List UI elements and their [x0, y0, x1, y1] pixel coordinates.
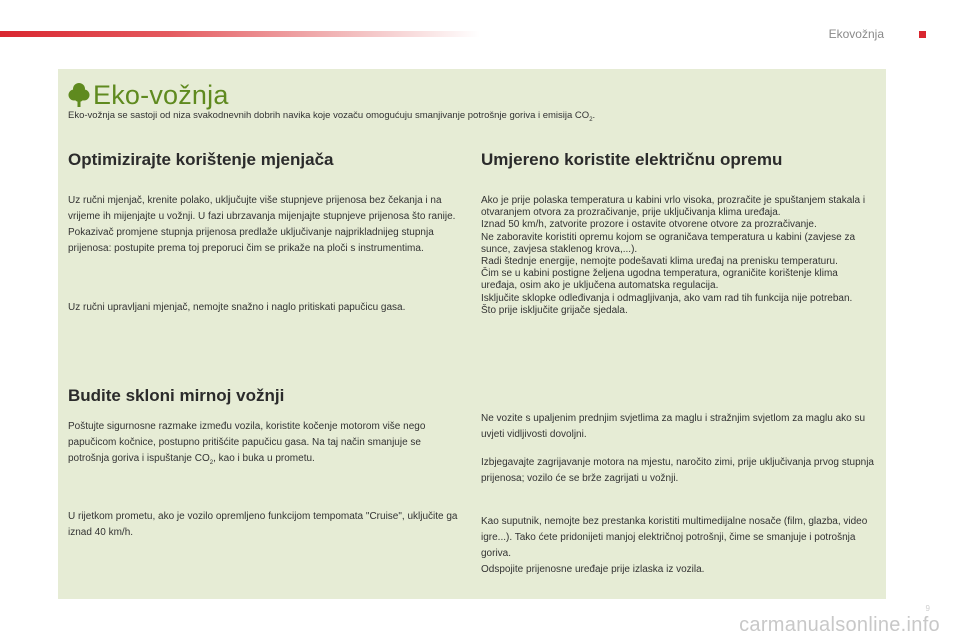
section-title-gearbox: Optimizirajte korištenje mjenjača — [68, 150, 334, 169]
page-number: 9 — [925, 604, 930, 613]
header-marker — [919, 31, 926, 38]
intro-text: Eko-vožnja se sastoji od niza svakodnevnih dobrih navika koje vozaču omogućuju smanjivanje potrošnje goriva i emisija $CO_2$. — [68, 110, 596, 123]
smooth-driving-paragraph-2: U rijetkom prometu, ako je vozilo opremljeno funkcijom tempomata "Cruise", uključite ga iznad 40 km/h. — [68, 511, 458, 538]
header-stripe — [0, 31, 480, 37]
electrical-paragraph-4: Kao suputnik, nemojte bez prestanka koristiti multimedijalne nosače (film, glazba, video igre...). Tako ćete pridonijeti manjoj električnoj potrošnji, čime se smanjuje i potrošnja goriva. Odspojite prijenosne uređaje prije izlaska iz vozila. — [481, 516, 868, 575]
section-title-smooth-driving: Budite skloni mirnoj vožnji — [68, 386, 285, 405]
gearbox-paragraph-1: Uz ručni mjenjač, krenite polako, uključujte više stupnjeve prijenosa bez čekanja i na vrijeme ih mijenjajte u vožnji. U fazi ubrzavanja mijenjajte stupnjeve prijenosa što ranije. Pokazivač promjene stupnja prijenosa predlaže uključivanje najprikladnijeg stupnja prijenosa: postupite prema toj preporuci čim se prikaže na ploči s instrumentima. — [68, 195, 456, 254]
electrical-paragraph-3: Izbjegavajte zagrijavanje motora na mjestu, naročito zimi, prije uključivanja prvog stupnja prijenosa; vozilo će se brže zagrijati u vožnji. — [481, 457, 874, 484]
gearbox-paragraph-2: Uz ručni upravljani mjenjač, nemojte snažno i naglo pritiskati papučicu gasa. — [68, 302, 406, 313]
page-title: Eko-vožnja — [93, 79, 229, 110]
electrical-paragraph-1: Ako je prije polaska temperatura u kabini vrlo visoka, prozračite je spuštanjem stakala i otvaranjem otvora za prozračivanje, prije uključivanja klima uređaja. Iznad 50 km/h, zatvorite prozore i ostavite otvorene otvore za prozračivanje. Ne zaboravite koristiti opremu kojom se ograničava temperatura u kabini (zavjese za sunce, zavjesa staklenog krova,...). Radi štednje energije, nemojte podešavati klima uređaj na prenisku temperaturu. Čim se u kabini postigne željena ugodna temperatura, ograničite korištenje klima uređaja, osim ako je uključena automatska regulacija. Isključite sklopke odleđivanja i odmagljivanja, ako vam rad tih funkcija nije potreban. Što prije isključite grijače sjedala. — [481, 195, 866, 316]
tree-icon — [68, 82, 90, 108]
page-title-row — [68, 78, 229, 112]
electrical-paragraph-2: Ne vozite s upaljenim prednjim svjetlima za maglu i stražnjim svjetlom za maglu ako su uvjeti vidljivosti dovoljni. — [481, 413, 866, 440]
section-title-electrical: Umjereno koristite električnu opremu — [481, 150, 783, 169]
watermark-logo: carmanualsonline.info — [739, 614, 940, 636]
smooth-driving-paragraph-1: Poštujte sigurnosne razmake između vozila, koristite kočenje motorom više nego papučicom kočnice, postupno pritišćite papučicu gasa. Na taj način smanjuje se potrošnja goriva i ispuštanje $CO_2$, kao i buka u prometu. — [68, 421, 426, 466]
header-title: Ekovožnja — [828, 27, 884, 41]
